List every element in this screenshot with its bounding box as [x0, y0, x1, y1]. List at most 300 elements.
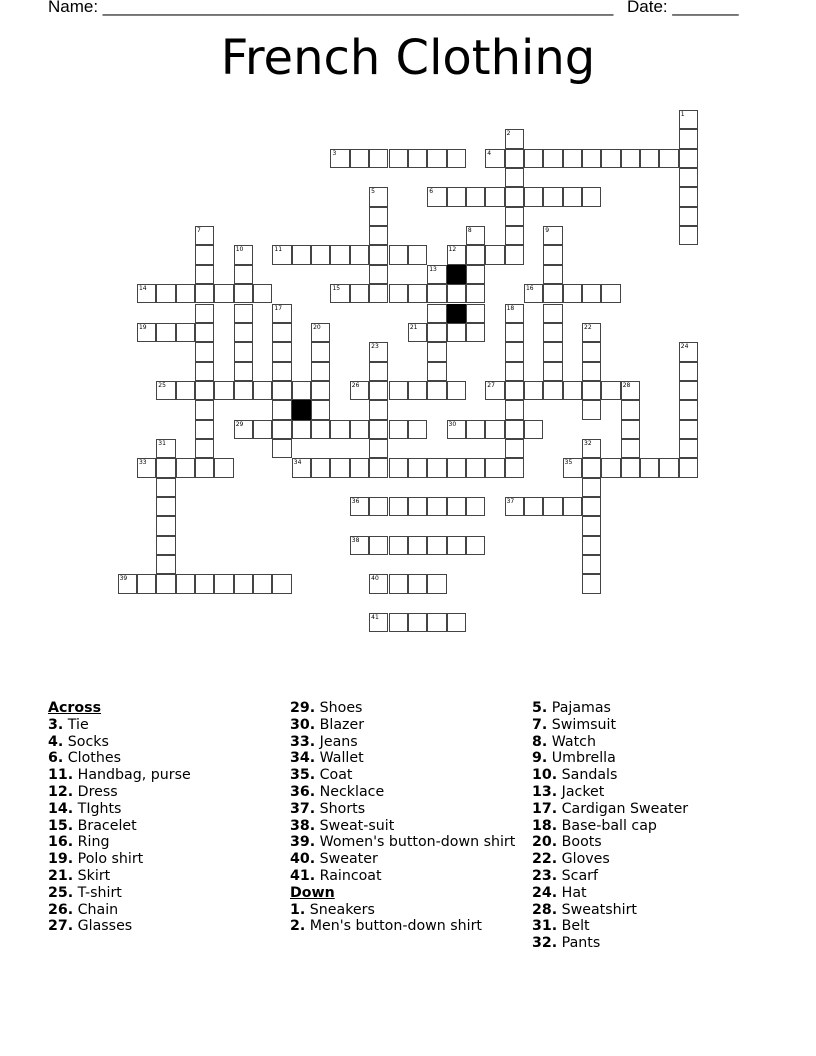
grid-cell[interactable] — [156, 284, 175, 303]
grid-cell[interactable] — [389, 536, 408, 555]
grid-cell[interactable] — [466, 420, 485, 439]
grid-cell[interactable] — [427, 458, 446, 477]
grid-cell[interactable] — [311, 342, 330, 361]
grid-cell[interactable] — [253, 574, 272, 593]
grid-cell[interactable] — [582, 400, 601, 419]
grid-cell[interactable] — [195, 381, 214, 400]
grid-cell[interactable] — [292, 245, 311, 264]
grid-cell[interactable] — [389, 458, 408, 477]
grid-cell[interactable] — [601, 149, 620, 168]
clue-item — [532, 717, 762, 734]
grid-cell[interactable] — [543, 265, 562, 284]
grid-cell[interactable] — [234, 265, 253, 284]
grid-cell[interactable] — [447, 420, 466, 439]
grid-cell[interactable] — [601, 381, 620, 400]
clue-number: 11 — [274, 246, 283, 254]
grid-cell[interactable] — [408, 536, 427, 555]
grid-cell[interactable] — [524, 497, 543, 516]
grid-cell[interactable] — [272, 323, 291, 342]
grid-cell[interactable] — [234, 362, 253, 381]
grid-cell[interactable] — [485, 420, 504, 439]
grid-cell[interactable] — [350, 536, 369, 555]
clue-item — [48, 801, 278, 818]
grid-cell[interactable] — [330, 458, 349, 477]
grid-cell[interactable] — [253, 284, 272, 303]
grid-cell[interactable] — [369, 265, 388, 284]
grid-cell[interactable] — [505, 400, 524, 419]
grid-cell[interactable] — [234, 381, 253, 400]
grid-cell[interactable] — [621, 458, 640, 477]
grid-cell[interactable] — [466, 458, 485, 477]
grid-cell[interactable] — [621, 400, 640, 419]
grid-cell[interactable] — [137, 574, 156, 593]
grid-cell[interactable] — [447, 187, 466, 206]
grid-cell[interactable] — [408, 284, 427, 303]
clue-number: 24 — [680, 343, 689, 351]
grid-cell[interactable] — [427, 574, 446, 593]
grid-cell[interactable] — [427, 381, 446, 400]
grid-cell[interactable] — [234, 284, 253, 303]
grid-cell[interactable] — [466, 284, 485, 303]
grid-cell[interactable] — [427, 362, 446, 381]
clue-item — [532, 851, 762, 868]
clue-item — [532, 902, 762, 919]
grid-cell[interactable] — [214, 574, 233, 593]
grid-cell[interactable] — [427, 187, 446, 206]
clue-text: Base-ball cap — [557, 817, 657, 834]
clue-number: 19. — [48, 851, 74, 868]
grid-cell[interactable] — [543, 187, 562, 206]
grid-cell[interactable] — [350, 420, 369, 439]
grid-cell[interactable] — [505, 381, 524, 400]
grid-cell[interactable] — [543, 149, 562, 168]
grid-cell[interactable] — [234, 323, 253, 342]
grid-cell[interactable] — [369, 497, 388, 516]
clue-number: 38. — [290, 817, 316, 834]
grid-cell[interactable] — [369, 226, 388, 245]
grid-cell[interactable] — [389, 497, 408, 516]
grid-cell[interactable] — [466, 265, 485, 284]
clue-number: 4. — [48, 733, 64, 750]
grid-cell[interactable] — [214, 458, 233, 477]
grid-cell[interactable] — [582, 458, 601, 477]
grid-cell[interactable] — [156, 574, 175, 593]
grid-cell[interactable] — [563, 284, 582, 303]
grid-cell[interactable] — [176, 574, 195, 593]
grid-cell[interactable] — [427, 536, 446, 555]
grid-cell[interactable] — [505, 149, 524, 168]
grid-cell[interactable] — [505, 226, 524, 245]
grid-cell[interactable] — [350, 245, 369, 264]
clue-number: 10. — [532, 767, 558, 784]
date-field[interactable]: Date: _______ — [627, 0, 739, 16]
clue-number: 21. — [48, 867, 74, 884]
grid-cell[interactable] — [466, 323, 485, 342]
grid-cell[interactable] — [311, 420, 330, 439]
grid-cell[interactable] — [679, 362, 698, 381]
clue-number: 41. — [290, 867, 316, 884]
grid-cell[interactable] — [505, 458, 524, 477]
grid-cell[interactable] — [389, 245, 408, 264]
grid-cell[interactable] — [195, 342, 214, 361]
grid-cell[interactable] — [234, 304, 253, 323]
grid-cell[interactable] — [447, 536, 466, 555]
grid-cell[interactable] — [466, 497, 485, 516]
grid-cell[interactable] — [543, 245, 562, 264]
grid-cell[interactable] — [389, 149, 408, 168]
grid-cell[interactable] — [369, 574, 388, 593]
grid-cell[interactable] — [369, 613, 388, 632]
grid-cell[interactable] — [543, 284, 562, 303]
grid-cell[interactable] — [466, 226, 485, 245]
clue-number: 18. — [532, 817, 558, 834]
grid-cell[interactable] — [505, 420, 524, 439]
grid-cell[interactable] — [330, 420, 349, 439]
grid-cell[interactable] — [485, 458, 504, 477]
clue-text: Tie — [63, 716, 89, 733]
grid-cell[interactable] — [176, 381, 195, 400]
grid-cell[interactable] — [195, 458, 214, 477]
grid-cell[interactable] — [427, 265, 446, 284]
grid-cell[interactable] — [272, 342, 291, 361]
grid-cell[interactable] — [582, 555, 601, 574]
clue-number: 3. — [48, 716, 64, 733]
grid-cell[interactable] — [369, 284, 388, 303]
clue-item — [290, 834, 520, 851]
grid-cell[interactable] — [311, 362, 330, 381]
grid-cell[interactable] — [601, 458, 620, 477]
clue-number: 1 — [680, 111, 685, 118]
grid-cell[interactable] — [582, 478, 601, 497]
grid-cell[interactable] — [505, 304, 524, 323]
grid-cell[interactable] — [137, 458, 156, 477]
grid-cell[interactable] — [408, 613, 427, 632]
grid-cell[interactable] — [195, 420, 214, 439]
grid-cell[interactable] — [369, 381, 388, 400]
grid-cell[interactable] — [156, 555, 175, 574]
grid-cell[interactable] — [447, 458, 466, 477]
grid-cell[interactable] — [369, 400, 388, 419]
grid-cell[interactable] — [621, 149, 640, 168]
name-field[interactable]: Name: ______________________________________________________ — [48, 0, 614, 16]
grid-cell[interactable] — [195, 574, 214, 593]
clue-number: 4 — [487, 149, 492, 157]
grid-cell[interactable] — [679, 207, 698, 226]
grid-cell[interactable] — [292, 458, 311, 477]
grid-cell[interactable] — [408, 323, 427, 342]
grid-cell[interactable] — [679, 439, 698, 458]
grid-cell[interactable] — [466, 245, 485, 264]
grid-cell[interactable] — [253, 420, 272, 439]
grid-cell[interactable] — [505, 323, 524, 342]
grid-cell[interactable] — [408, 497, 427, 516]
grid-cell[interactable] — [176, 458, 195, 477]
grid-cell[interactable] — [408, 245, 427, 264]
grid-cell[interactable] — [234, 245, 253, 264]
grid-cell[interactable] — [156, 323, 175, 342]
grid-cell[interactable] — [679, 187, 698, 206]
grid-cell[interactable] — [582, 149, 601, 168]
grid-cell[interactable] — [582, 516, 601, 535]
grid-cell[interactable] — [563, 497, 582, 516]
grid-cell[interactable] — [195, 245, 214, 264]
grid-cell[interactable] — [485, 245, 504, 264]
grid-cell[interactable] — [582, 381, 601, 400]
grid-cell[interactable] — [485, 149, 504, 168]
grid-cell[interactable] — [640, 149, 659, 168]
grid-cell[interactable] — [543, 381, 562, 400]
grid-cell[interactable] — [582, 284, 601, 303]
grid-cell[interactable] — [389, 420, 408, 439]
grid-cell[interactable] — [582, 362, 601, 381]
grid-cell[interactable] — [505, 168, 524, 187]
grid-cell[interactable] — [195, 323, 214, 342]
grid-cell[interactable] — [601, 284, 620, 303]
grid-cell[interactable] — [253, 381, 272, 400]
grid-cell[interactable] — [350, 458, 369, 477]
grid-cell[interactable] — [679, 342, 698, 361]
clue-number: 24. — [532, 884, 558, 901]
grid-cell[interactable] — [389, 381, 408, 400]
clue-text: Sweater — [315, 851, 378, 868]
grid-cell[interactable] — [272, 420, 291, 439]
grid-cell[interactable] — [350, 149, 369, 168]
grid-cell[interactable] — [679, 400, 698, 419]
grid-cell[interactable] — [292, 420, 311, 439]
grid-cell[interactable] — [156, 516, 175, 535]
grid-cell[interactable] — [137, 323, 156, 342]
grid-cell[interactable] — [156, 497, 175, 516]
grid-cell[interactable] — [524, 420, 543, 439]
clue-number: 20 — [313, 323, 321, 331]
grid-cell[interactable] — [447, 245, 466, 264]
grid-cell[interactable] — [195, 439, 214, 458]
grid-cell[interactable] — [350, 497, 369, 516]
clue-number: 18 — [506, 304, 515, 312]
clue-number: 2. — [290, 918, 306, 935]
grid-cell[interactable] — [408, 458, 427, 477]
grid-cell[interactable] — [272, 439, 291, 458]
grid-cell[interactable] — [505, 439, 524, 458]
grid-cell[interactable] — [330, 149, 349, 168]
grid-cell[interactable] — [524, 187, 543, 206]
grid-cell[interactable] — [505, 245, 524, 264]
grid-cell[interactable] — [330, 245, 349, 264]
grid-cell[interactable] — [505, 342, 524, 361]
across-heading: Across — [48, 700, 102, 716]
grid-cell[interactable] — [311, 400, 330, 419]
grid-cell[interactable] — [292, 381, 311, 400]
grid-cell[interactable] — [195, 400, 214, 419]
grid-cell[interactable] — [311, 245, 330, 264]
clue-item — [48, 902, 278, 919]
grid-cell[interactable] — [563, 458, 582, 477]
grid-cell[interactable] — [679, 420, 698, 439]
grid-cell[interactable] — [156, 439, 175, 458]
grid-cell[interactable] — [234, 574, 253, 593]
grid-cell[interactable] — [505, 129, 524, 148]
grid-cell[interactable] — [369, 187, 388, 206]
grid-cell[interactable] — [621, 381, 640, 400]
grid-cell[interactable] — [582, 536, 601, 555]
grid-cell[interactable] — [563, 381, 582, 400]
grid-cell[interactable] — [369, 439, 388, 458]
grid-cell[interactable] — [447, 381, 466, 400]
grid-cell[interactable] — [234, 420, 253, 439]
grid-cell[interactable] — [408, 574, 427, 593]
grid-cell[interactable] — [389, 574, 408, 593]
grid-cell[interactable] — [582, 574, 601, 593]
clue-text: Shoes — [315, 700, 363, 716]
grid-cell[interactable] — [621, 439, 640, 458]
grid-cell[interactable] — [485, 381, 504, 400]
grid-cell[interactable] — [679, 226, 698, 245]
grid-cell[interactable] — [524, 284, 543, 303]
grid-cell[interactable] — [485, 187, 504, 206]
clue-number: 22. — [532, 851, 558, 868]
clue-number: 39 — [119, 575, 128, 583]
grid-cell[interactable] — [505, 207, 524, 226]
grid-cell[interactable] — [369, 420, 388, 439]
grid-cell[interactable] — [214, 381, 233, 400]
grid-cell[interactable] — [137, 284, 156, 303]
grid-cell[interactable] — [582, 323, 601, 342]
clue-number: 34. — [290, 750, 316, 767]
grid-cell[interactable] — [543, 497, 562, 516]
grid-cell[interactable] — [272, 574, 291, 593]
grid-cell[interactable] — [118, 574, 137, 593]
grid-cell[interactable] — [582, 342, 601, 361]
grid-cell[interactable] — [311, 323, 330, 342]
grid-cell[interactable] — [427, 342, 446, 361]
grid-cell[interactable] — [272, 304, 291, 323]
grid-cell[interactable] — [427, 304, 446, 323]
grid-cell[interactable] — [176, 284, 195, 303]
grid-cell[interactable] — [679, 149, 698, 168]
grid-cell[interactable] — [330, 284, 349, 303]
clue-number: 5. — [532, 700, 548, 716]
grid-cell[interactable] — [679, 110, 698, 129]
grid-cell[interactable] — [679, 381, 698, 400]
clue-number: 8 — [467, 227, 472, 235]
grid-cell[interactable] — [505, 187, 524, 206]
clue-number: 26. — [48, 901, 74, 918]
grid-cell[interactable] — [272, 245, 291, 264]
grid-cell[interactable] — [543, 362, 562, 381]
grid-cell[interactable] — [427, 149, 446, 168]
grid-cell[interactable] — [582, 497, 601, 516]
grid-cell[interactable] — [195, 304, 214, 323]
grid-cell[interactable] — [679, 458, 698, 477]
clue-number: 37 — [506, 498, 515, 505]
grid-cell[interactable] — [582, 187, 601, 206]
grid-cell[interactable] — [272, 362, 291, 381]
grid-cell[interactable] — [659, 149, 678, 168]
grid-cell[interactable] — [195, 362, 214, 381]
grid-cell[interactable] — [156, 478, 175, 497]
grid-cell[interactable] — [369, 207, 388, 226]
grid-cell[interactable] — [272, 381, 291, 400]
grid-cell[interactable] — [679, 168, 698, 187]
clue-text: Shorts — [315, 800, 366, 817]
grid-cell[interactable] — [447, 613, 466, 632]
grid-cell[interactable] — [195, 284, 214, 303]
grid-cell[interactable] — [156, 536, 175, 555]
grid-cell[interactable] — [563, 187, 582, 206]
clue-number: 39. — [290, 834, 316, 851]
clue-item — [48, 767, 278, 784]
grid-cell[interactable] — [466, 536, 485, 555]
grid-cell[interactable] — [369, 536, 388, 555]
grid-cell[interactable] — [369, 458, 388, 477]
grid-cell[interactable] — [621, 420, 640, 439]
clue-item — [48, 868, 278, 885]
clue-item — [48, 750, 278, 767]
grid-cell[interactable] — [156, 458, 175, 477]
grid-cell[interactable] — [195, 265, 214, 284]
grid-cell[interactable] — [311, 381, 330, 400]
grid-cell[interactable] — [543, 342, 562, 361]
clue-text: Watch — [547, 733, 596, 750]
grid-cell[interactable] — [214, 284, 233, 303]
grid-cell[interactable] — [350, 381, 369, 400]
grid-cell[interactable] — [543, 323, 562, 342]
grid-cell[interactable] — [369, 362, 388, 381]
grid-cell[interactable] — [427, 497, 446, 516]
grid-cell[interactable] — [369, 342, 388, 361]
clue-item — [290, 767, 520, 784]
grid-cell[interactable] — [447, 323, 466, 342]
grid-cell[interactable] — [679, 129, 698, 148]
grid-cell[interactable] — [389, 613, 408, 632]
grid-cell[interactable] — [408, 149, 427, 168]
grid-cell[interactable] — [408, 381, 427, 400]
grid-cell[interactable] — [369, 245, 388, 264]
grid-cell[interactable] — [563, 149, 582, 168]
grid-cell[interactable] — [176, 323, 195, 342]
grid-cell[interactable] — [311, 458, 330, 477]
grid-cell[interactable] — [389, 284, 408, 303]
clue-text: Necklace — [315, 783, 385, 800]
grid-cell[interactable] — [427, 323, 446, 342]
grid-cell[interactable] — [524, 149, 543, 168]
grid-cell[interactable] — [427, 284, 446, 303]
grid-cell[interactable] — [447, 149, 466, 168]
grid-cell[interactable] — [234, 342, 253, 361]
grid-cell[interactable] — [543, 304, 562, 323]
grid-cell[interactable] — [447, 497, 466, 516]
grid-cell[interactable] — [369, 149, 388, 168]
grid-cell[interactable] — [505, 497, 524, 516]
grid-cell[interactable] — [659, 458, 678, 477]
grid-cell[interactable] — [640, 458, 659, 477]
grid-cell[interactable] — [195, 226, 214, 245]
grid-cell[interactable] — [408, 420, 427, 439]
grid-cell[interactable] — [582, 439, 601, 458]
grid-cell[interactable] — [350, 284, 369, 303]
grid-cell[interactable] — [156, 381, 175, 400]
grid-cell[interactable] — [505, 362, 524, 381]
grid-cell[interactable] — [466, 187, 485, 206]
grid-cell[interactable] — [524, 381, 543, 400]
grid-cell[interactable] — [427, 613, 446, 632]
clue-text: Coat — [315, 767, 353, 784]
grid-cell[interactable] — [272, 400, 291, 419]
grid-cell[interactable] — [466, 304, 485, 323]
grid-cell[interactable] — [447, 284, 466, 303]
grid-cell[interactable] — [543, 226, 562, 245]
clue-number: 33. — [290, 733, 316, 750]
